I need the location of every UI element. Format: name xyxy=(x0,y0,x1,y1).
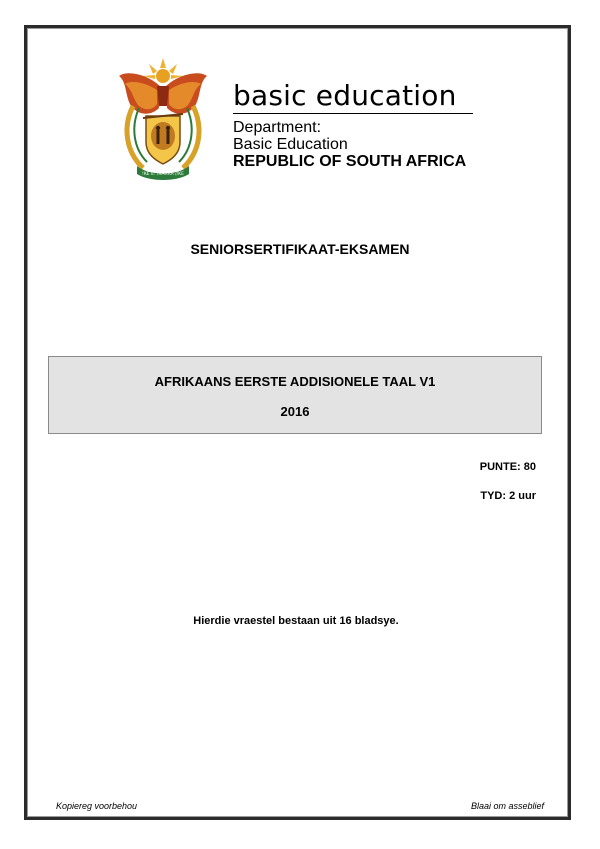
pages-note: Hierdie vraestel bestaan uit 16 bladsye. xyxy=(193,615,399,627)
marks-label: PUNTE: 80 xyxy=(479,461,536,473)
subject-title: AFRIKAANS EERSTE ADDISIONELE TAAL V1 xyxy=(154,374,436,389)
copyright-note: Kopiereg voorbehou xyxy=(56,801,138,811)
turn-over-note: Blaai om asseblief xyxy=(470,801,544,811)
country-name: REPUBLIC OF SOUTH AFRICA xyxy=(233,153,467,170)
coat-of-arms-icon xyxy=(113,56,213,180)
subject-box xyxy=(48,356,542,434)
department-name: Basic Education xyxy=(233,136,348,153)
department-label: Department: xyxy=(233,119,322,136)
brand-title: basic education xyxy=(233,79,457,112)
brand-block xyxy=(233,79,467,170)
brand-divider xyxy=(233,113,473,114)
exam-year: 2016 xyxy=(280,404,310,419)
exam-title: SENIORSERTIFIKAAT-EKSAMEN xyxy=(190,241,410,257)
time-label: TYD: 2 uur xyxy=(480,490,536,502)
svg-text:!KE E: /XARRA //KE: !KE E: /XARRA //KE xyxy=(142,172,184,177)
